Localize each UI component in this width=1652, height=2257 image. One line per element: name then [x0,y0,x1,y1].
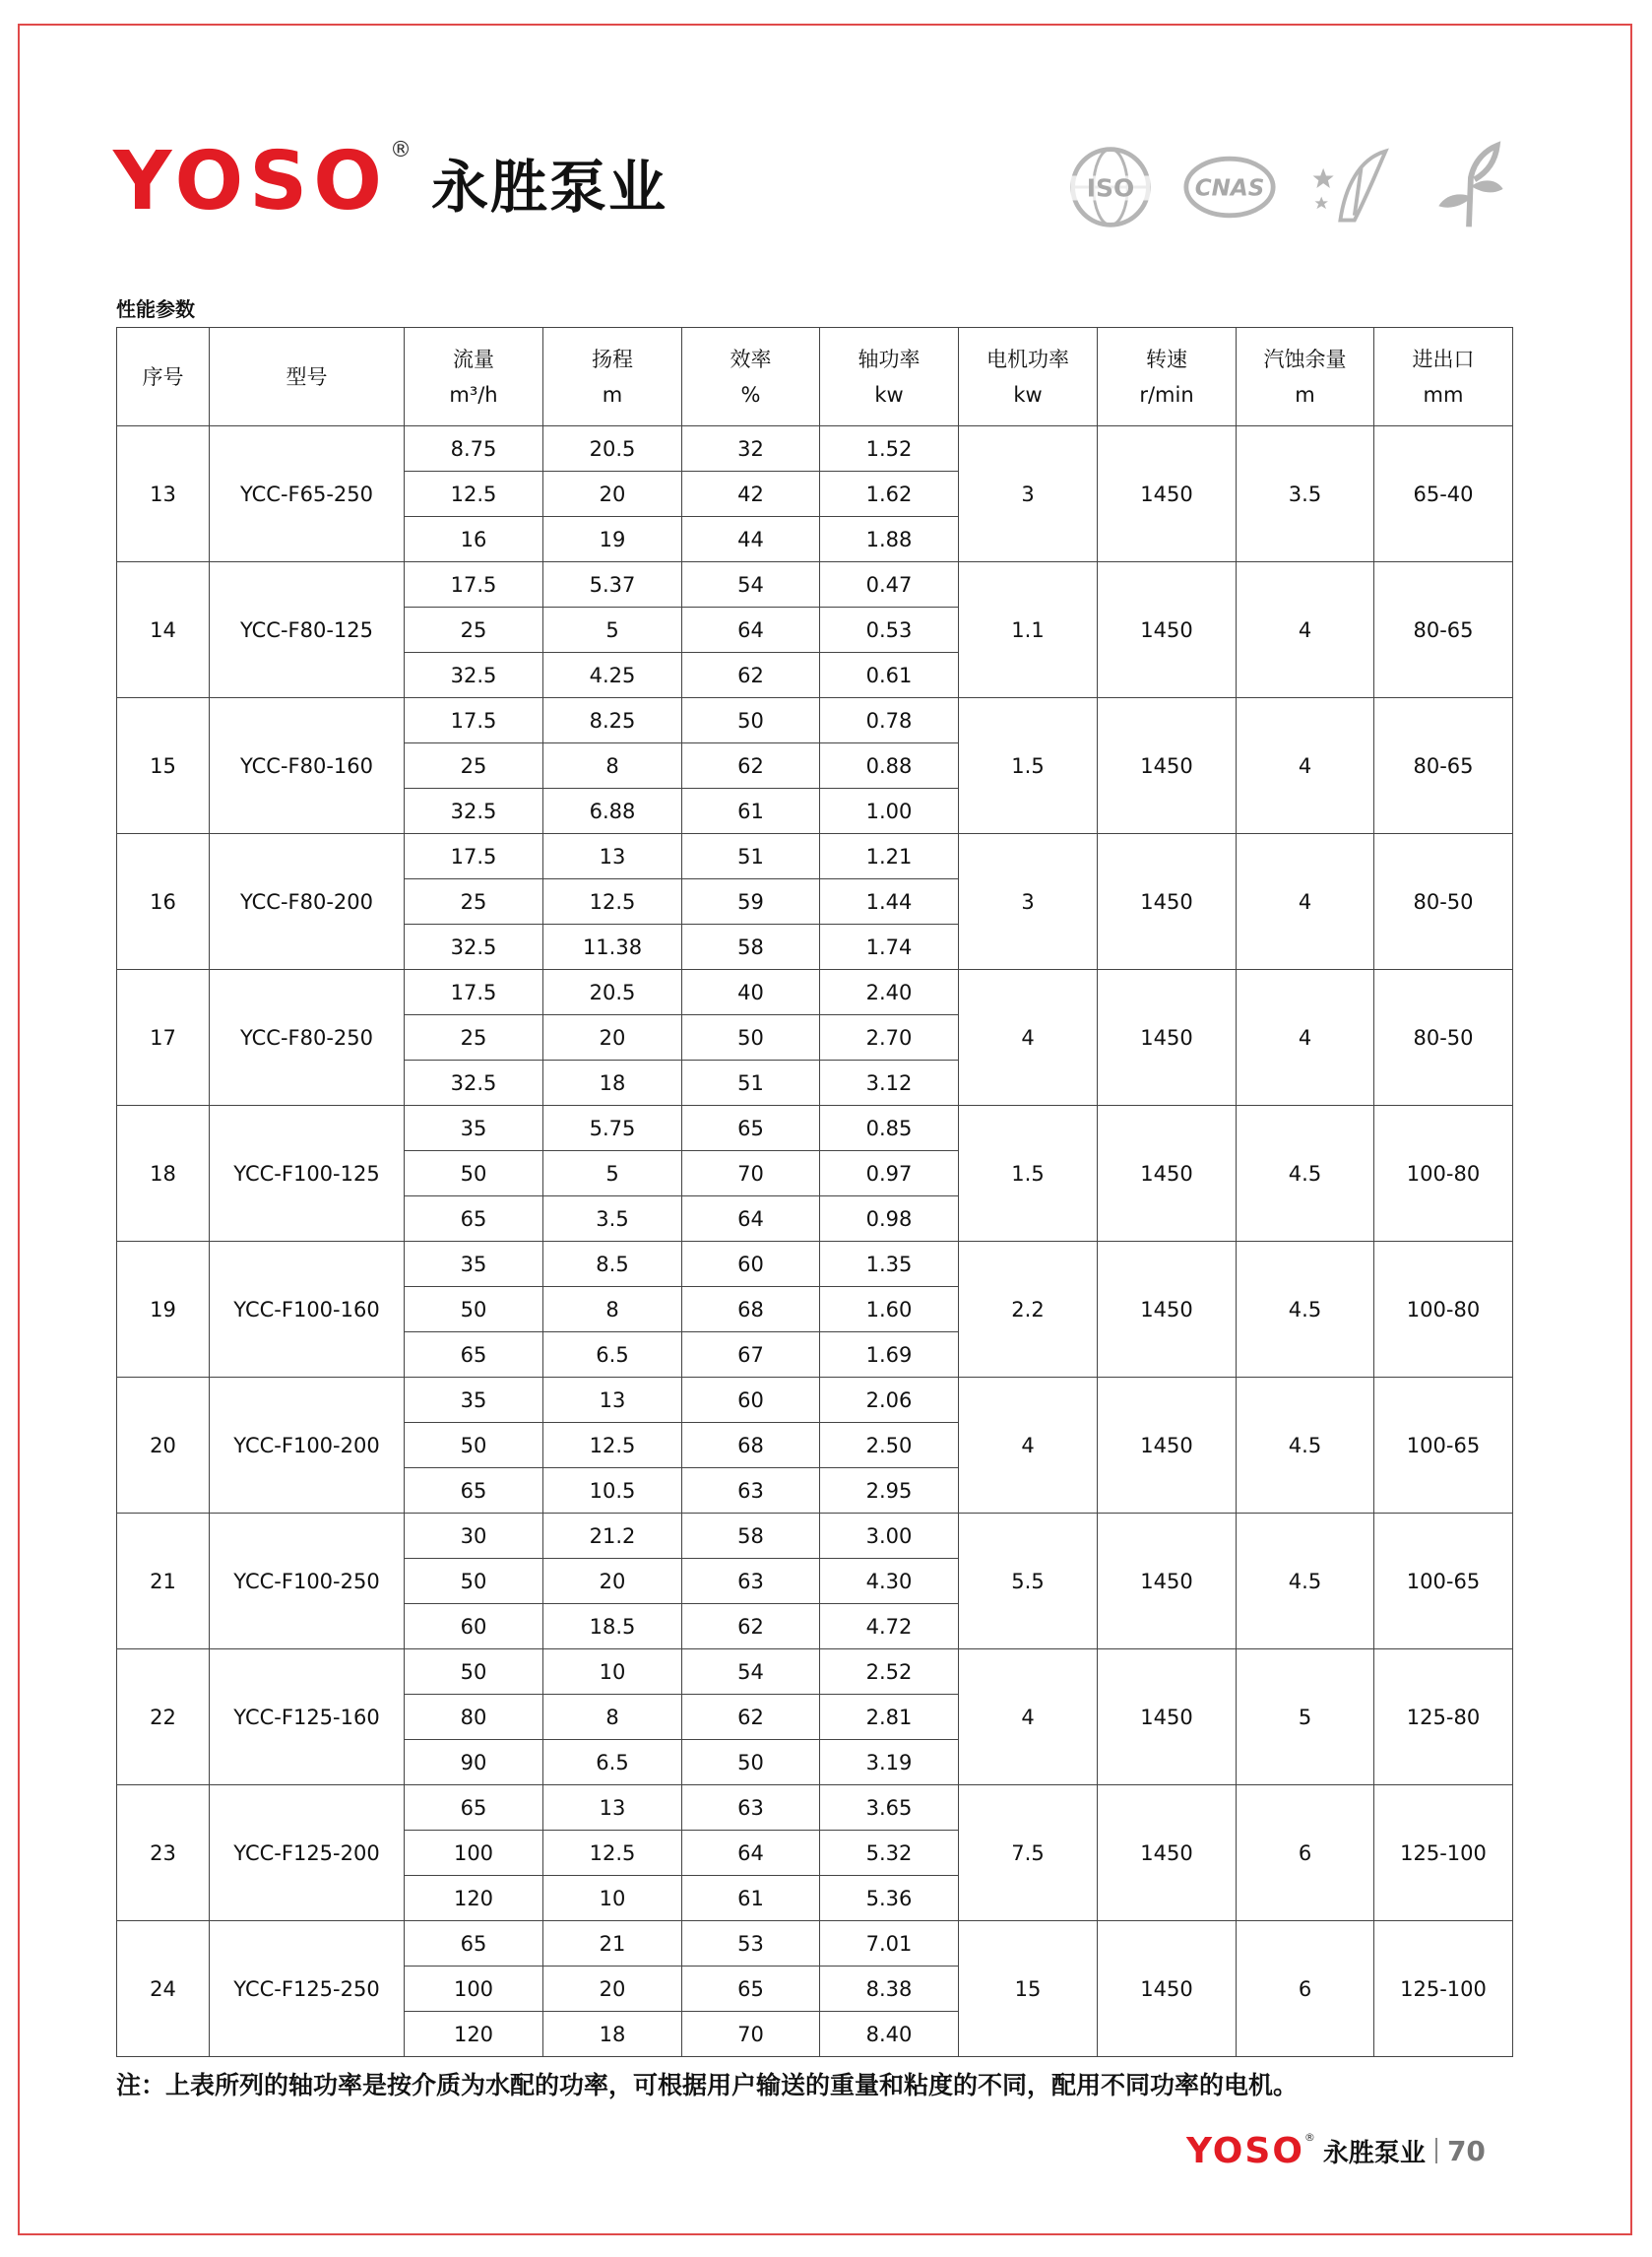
cell-motor-power: 15 [959,1921,1098,2057]
cell-speed: 1450 [1098,1785,1237,1921]
cell-motor-power: 3 [959,426,1098,562]
cell-efficiency: 62 [682,1604,820,1649]
cell-efficiency: 62 [682,653,820,698]
cell-shaft-power: 2.70 [820,1015,959,1061]
cell-shaft-power: 8.40 [820,2012,959,2057]
cell-model: YCC-F100-200 [210,1378,405,1514]
cell-speed: 1450 [1098,1514,1237,1649]
column-header-unit: kw [1013,382,1043,407]
table-row [117,1921,1513,1967]
cell-efficiency: 68 [682,1287,820,1332]
cell-head: 19 [543,517,682,562]
performance-table [116,327,1513,2057]
cell-motor-power: 4 [959,970,1098,1106]
cell-model: YCC-F125-200 [210,1785,405,1921]
cell-efficiency: 64 [682,1831,820,1876]
cell-head: 18 [543,2012,682,2057]
star-emblem-icon [1303,140,1397,234]
logo-text-en: YOSO [113,135,388,228]
table-row [117,698,1513,743]
cell-head: 13 [543,1378,682,1423]
cell-npsh: 6 [1237,1785,1374,1921]
cell-head: 12.5 [543,879,682,925]
column-header [117,328,210,426]
cell-efficiency: 61 [682,789,820,834]
cell-speed: 1450 [1098,834,1237,970]
cell-efficiency: 54 [682,562,820,608]
cell-flow: 25 [405,743,543,789]
table-header [117,328,1513,426]
cell-shaft-power: 2.40 [820,970,959,1015]
cell-head: 10.5 [543,1468,682,1514]
cell-head: 8 [543,743,682,789]
cell-inlet-outlet: 80-65 [1374,698,1513,834]
cell-shaft-power: 1.21 [820,834,959,879]
cell-head: 10 [543,1649,682,1695]
cell-inlet-outlet: 80-50 [1374,834,1513,970]
cell-efficiency: 64 [682,1196,820,1242]
cell-shaft-power: 1.35 [820,1242,959,1287]
cell-serial-number: 21 [117,1514,210,1649]
cell-npsh: 4 [1237,698,1374,834]
column-header [959,328,1098,426]
cell-head: 18 [543,1061,682,1106]
cell-head: 13 [543,1785,682,1831]
cell-flow: 32.5 [405,789,543,834]
cell-model: YCC-F80-250 [210,970,405,1106]
cell-flow: 65 [405,1332,543,1378]
cell-shaft-power: 0.78 [820,698,959,743]
column-header-label: 转速 [1146,347,1187,371]
cell-inlet-outlet: 125-100 [1374,1785,1513,1921]
brand-logo [113,135,667,228]
cell-shaft-power: 3.00 [820,1514,959,1559]
table-row [117,1785,1513,1831]
cell-efficiency: 51 [682,834,820,879]
cell-inlet-outlet: 65-40 [1374,426,1513,562]
cell-shaft-power: 0.97 [820,1151,959,1196]
footer-registered-mark: ® [1303,2131,1315,2144]
column-header-label: 轴功率 [858,347,921,371]
cell-speed: 1450 [1098,426,1237,562]
cell-flow: 17.5 [405,562,543,608]
cell-head: 20 [543,1559,682,1604]
svg-text:ISO: ISO [1086,173,1135,203]
cell-efficiency: 61 [682,1876,820,1921]
leaf-emblem-icon [1422,140,1516,234]
cell-motor-power: 5.5 [959,1514,1098,1649]
cell-flow: 35 [405,1378,543,1423]
cell-head: 18.5 [543,1604,682,1649]
cell-flow: 50 [405,1151,543,1196]
cell-shaft-power: 2.52 [820,1649,959,1695]
column-header [210,328,405,426]
cell-efficiency: 70 [682,1151,820,1196]
cell-serial-number: 23 [117,1785,210,1921]
cell-serial-number: 16 [117,834,210,970]
column-header-label: 汽蚀余量 [1263,347,1347,371]
column-header [820,328,959,426]
column-header-label: 型号 [286,364,328,389]
iso-certification-icon [1063,140,1158,234]
cell-efficiency: 65 [682,1106,820,1151]
cell-shaft-power: 3.19 [820,1740,959,1785]
cnas-certification-icon [1182,140,1277,234]
cell-motor-power: 3 [959,834,1098,970]
cell-efficiency: 63 [682,1785,820,1831]
cell-head: 3.5 [543,1196,682,1242]
cell-speed: 1450 [1098,1106,1237,1242]
cell-serial-number: 17 [117,970,210,1106]
cell-head: 20 [543,472,682,517]
column-header-label: 扬程 [592,347,633,371]
cell-efficiency: 62 [682,743,820,789]
table-row [117,970,1513,1015]
cell-shaft-power: 1.88 [820,517,959,562]
cell-efficiency: 51 [682,1061,820,1106]
cell-motor-power: 1.5 [959,698,1098,834]
cell-flow: 50 [405,1423,543,1468]
cell-efficiency: 44 [682,517,820,562]
cell-head: 13 [543,834,682,879]
cell-head: 20 [543,1015,682,1061]
header-row [117,328,1513,426]
cell-efficiency: 70 [682,2012,820,2057]
cell-serial-number: 19 [117,1242,210,1378]
cell-speed: 1450 [1098,1242,1237,1378]
cell-efficiency: 68 [682,1423,820,1468]
cell-flow: 65 [405,1785,543,1831]
cell-flow: 16 [405,517,543,562]
cell-efficiency: 42 [682,472,820,517]
footnote: 注：上表所列的轴功率是按介质为水配的功率，可根据用户输送的重量和粘度的不同，配用不同功率的电机。 [116,2071,1299,2099]
cell-inlet-outlet: 125-100 [1374,1921,1513,2057]
cell-shaft-power: 2.95 [820,1468,959,1514]
cell-efficiency: 62 [682,1695,820,1740]
cell-efficiency: 54 [682,1649,820,1695]
cell-shaft-power: 0.61 [820,653,959,698]
column-header-unit: m [602,382,623,407]
cell-flow: 120 [405,1876,543,1921]
cell-npsh: 5 [1237,1649,1374,1785]
cell-head: 12.5 [543,1423,682,1468]
column-header [543,328,682,426]
cell-flow: 30 [405,1514,543,1559]
cell-shaft-power: 2.50 [820,1423,959,1468]
cell-inlet-outlet: 100-80 [1374,1106,1513,1242]
cell-head: 20 [543,1967,682,2012]
cell-efficiency: 50 [682,1740,820,1785]
cell-head: 8.25 [543,698,682,743]
table-row [117,1242,1513,1287]
column-header-label: 电机功率 [986,347,1069,371]
cell-serial-number: 15 [117,698,210,834]
cell-head: 12.5 [543,1831,682,1876]
cell-head: 5.37 [543,562,682,608]
cell-shaft-power: 2.81 [820,1695,959,1740]
cell-efficiency: 50 [682,698,820,743]
cell-npsh: 4 [1237,834,1374,970]
cell-head: 8 [543,1695,682,1740]
footer-logo-en: YOSO [1186,2130,1304,2171]
section-title: 性能参数 [116,297,195,321]
cell-shaft-power: 0.88 [820,743,959,789]
cell-flow: 100 [405,1967,543,2012]
cell-model: YCC-F125-160 [210,1649,405,1785]
cell-inlet-outlet: 100-65 [1374,1514,1513,1649]
cell-shaft-power: 5.36 [820,1876,959,1921]
cell-npsh: 4.5 [1237,1514,1374,1649]
cell-shaft-power: 4.72 [820,1604,959,1649]
cell-inlet-outlet: 80-50 [1374,970,1513,1106]
cell-head: 6.5 [543,1740,682,1785]
cell-shaft-power: 0.47 [820,562,959,608]
cell-flow: 35 [405,1242,543,1287]
cell-shaft-power: 1.00 [820,789,959,834]
cell-flow: 17.5 [405,698,543,743]
cell-flow: 17.5 [405,970,543,1015]
cell-shaft-power: 0.85 [820,1106,959,1151]
cell-serial-number: 14 [117,562,210,698]
table-body [117,426,1513,2057]
cell-motor-power: 4 [959,1378,1098,1514]
column-header [1098,328,1237,426]
certification-logos [1063,138,1516,236]
column-header [1237,328,1374,426]
page-number: 70 [1446,2134,1486,2167]
cell-head: 8 [543,1287,682,1332]
column-header [405,328,543,426]
cell-flow: 65 [405,1196,543,1242]
column-header-label: 序号 [142,364,184,389]
column-header-label: 效率 [730,347,772,371]
cell-npsh: 4.5 [1237,1106,1374,1242]
cell-motor-power: 1.1 [959,562,1098,698]
cell-inlet-outlet: 100-65 [1374,1378,1513,1514]
footer-logo [1186,2131,1486,2170]
cell-efficiency: 60 [682,1378,820,1423]
cell-shaft-power: 3.12 [820,1061,959,1106]
cell-inlet-outlet: 125-80 [1374,1649,1513,1785]
cell-efficiency: 32 [682,426,820,472]
cell-flow: 35 [405,1106,543,1151]
cell-npsh: 3.5 [1237,426,1374,562]
column-header-label: 流量 [453,347,494,371]
cell-efficiency: 58 [682,1514,820,1559]
cell-shaft-power: 7.01 [820,1921,959,1967]
cell-model: YCC-F65-250 [210,426,405,562]
cell-npsh: 4 [1237,562,1374,698]
cell-efficiency: 58 [682,925,820,970]
footer-divider [1435,2138,1437,2163]
cell-flow: 25 [405,608,543,653]
cell-efficiency: 64 [682,608,820,653]
cell-efficiency: 65 [682,1967,820,2012]
cell-motor-power: 7.5 [959,1785,1098,1921]
cell-shaft-power: 4.30 [820,1559,959,1604]
cell-efficiency: 63 [682,1468,820,1514]
cell-shaft-power: 1.60 [820,1287,959,1332]
logo-text-cn: 永胜泵业 [430,154,667,221]
table-row [117,834,1513,879]
cell-motor-power: 2.2 [959,1242,1098,1378]
cell-efficiency: 67 [682,1332,820,1378]
cell-model: YCC-F80-160 [210,698,405,834]
cell-shaft-power: 0.98 [820,1196,959,1242]
cell-serial-number: 20 [117,1378,210,1514]
cell-efficiency: 40 [682,970,820,1015]
cell-shaft-power: 1.74 [820,925,959,970]
cell-npsh: 4.5 [1237,1242,1374,1378]
column-header-unit: kw [874,382,904,407]
column-header-unit: % [740,382,761,407]
cell-speed: 1450 [1098,970,1237,1106]
cell-flow: 32.5 [405,1061,543,1106]
cell-flow: 60 [405,1604,543,1649]
column-header-unit: m³/h [449,382,498,407]
column-header [682,328,820,426]
registered-mark: ® [389,138,412,162]
column-header-label: 进出口 [1412,347,1475,371]
cell-motor-power: 1.5 [959,1106,1098,1242]
cell-inlet-outlet: 100-80 [1374,1242,1513,1378]
cell-head: 10 [543,1876,682,1921]
cell-flow: 17.5 [405,834,543,879]
cell-shaft-power: 8.38 [820,1967,959,2012]
column-header [1374,328,1513,426]
cell-model: YCC-F80-200 [210,834,405,970]
cell-efficiency: 63 [682,1559,820,1604]
cell-efficiency: 50 [682,1015,820,1061]
cell-npsh: 6 [1237,1921,1374,2057]
cell-head: 8.5 [543,1242,682,1287]
cell-model: YCC-F125-250 [210,1921,405,2057]
footer-logo-cn: 永胜泵业 [1322,2138,1426,2168]
cell-flow: 80 [405,1695,543,1740]
table-row [117,426,1513,472]
cell-flow: 65 [405,1468,543,1514]
column-header-unit: m [1295,382,1315,407]
cell-head: 6.88 [543,789,682,834]
cell-flow: 32.5 [405,925,543,970]
cell-shaft-power: 1.44 [820,879,959,925]
cell-model: YCC-F100-125 [210,1106,405,1242]
cell-model: YCC-F100-250 [210,1514,405,1649]
cell-flow: 25 [405,1015,543,1061]
cell-head: 21.2 [543,1514,682,1559]
cell-npsh: 4 [1237,970,1374,1106]
cell-shaft-power: 1.69 [820,1332,959,1378]
cell-flow: 90 [405,1740,543,1785]
cell-shaft-power: 5.32 [820,1831,959,1876]
cell-head: 20.5 [543,426,682,472]
table-row [117,1649,1513,1695]
cell-flow: 25 [405,879,543,925]
cell-inlet-outlet: 80-65 [1374,562,1513,698]
cell-shaft-power: 0.53 [820,608,959,653]
svg-text:CNAS: CNAS [1195,175,1265,202]
table-row [117,1106,1513,1151]
cell-npsh: 4.5 [1237,1378,1374,1514]
cell-model: YCC-F100-160 [210,1242,405,1378]
cell-head: 6.5 [543,1332,682,1378]
table-row [117,1514,1513,1559]
cell-model: YCC-F80-125 [210,562,405,698]
cell-head: 11.38 [543,925,682,970]
cell-head: 4.25 [543,653,682,698]
cell-speed: 1450 [1098,1378,1237,1514]
table-row [117,562,1513,608]
cell-speed: 1450 [1098,1921,1237,2057]
column-header-unit: mm [1423,382,1464,407]
cell-flow: 65 [405,1921,543,1967]
cell-head: 5.75 [543,1106,682,1151]
cell-shaft-power: 3.65 [820,1785,959,1831]
cell-flow: 12.5 [405,472,543,517]
cell-flow: 50 [405,1559,543,1604]
cell-serial-number: 22 [117,1649,210,1785]
cell-head: 21 [543,1921,682,1967]
cell-efficiency: 59 [682,879,820,925]
cell-speed: 1450 [1098,562,1237,698]
cell-shaft-power: 1.62 [820,472,959,517]
cell-serial-number: 18 [117,1106,210,1242]
cell-flow: 32.5 [405,653,543,698]
cell-shaft-power: 2.06 [820,1378,959,1423]
cell-shaft-power: 1.52 [820,426,959,472]
cell-head: 20.5 [543,970,682,1015]
cell-efficiency: 53 [682,1921,820,1967]
cell-flow: 120 [405,2012,543,2057]
cell-flow: 8.75 [405,426,543,472]
cell-speed: 1450 [1098,698,1237,834]
column-header-unit: r/min [1139,382,1194,407]
cell-flow: 100 [405,1831,543,1876]
table-row [117,1378,1513,1423]
cell-motor-power: 4 [959,1649,1098,1785]
cell-head: 5 [543,1151,682,1196]
cell-speed: 1450 [1098,1649,1237,1785]
cell-serial-number: 24 [117,1921,210,2057]
cell-serial-number: 13 [117,426,210,562]
cell-flow: 50 [405,1287,543,1332]
cell-efficiency: 60 [682,1242,820,1287]
cell-flow: 50 [405,1649,543,1695]
cell-head: 5 [543,608,682,653]
